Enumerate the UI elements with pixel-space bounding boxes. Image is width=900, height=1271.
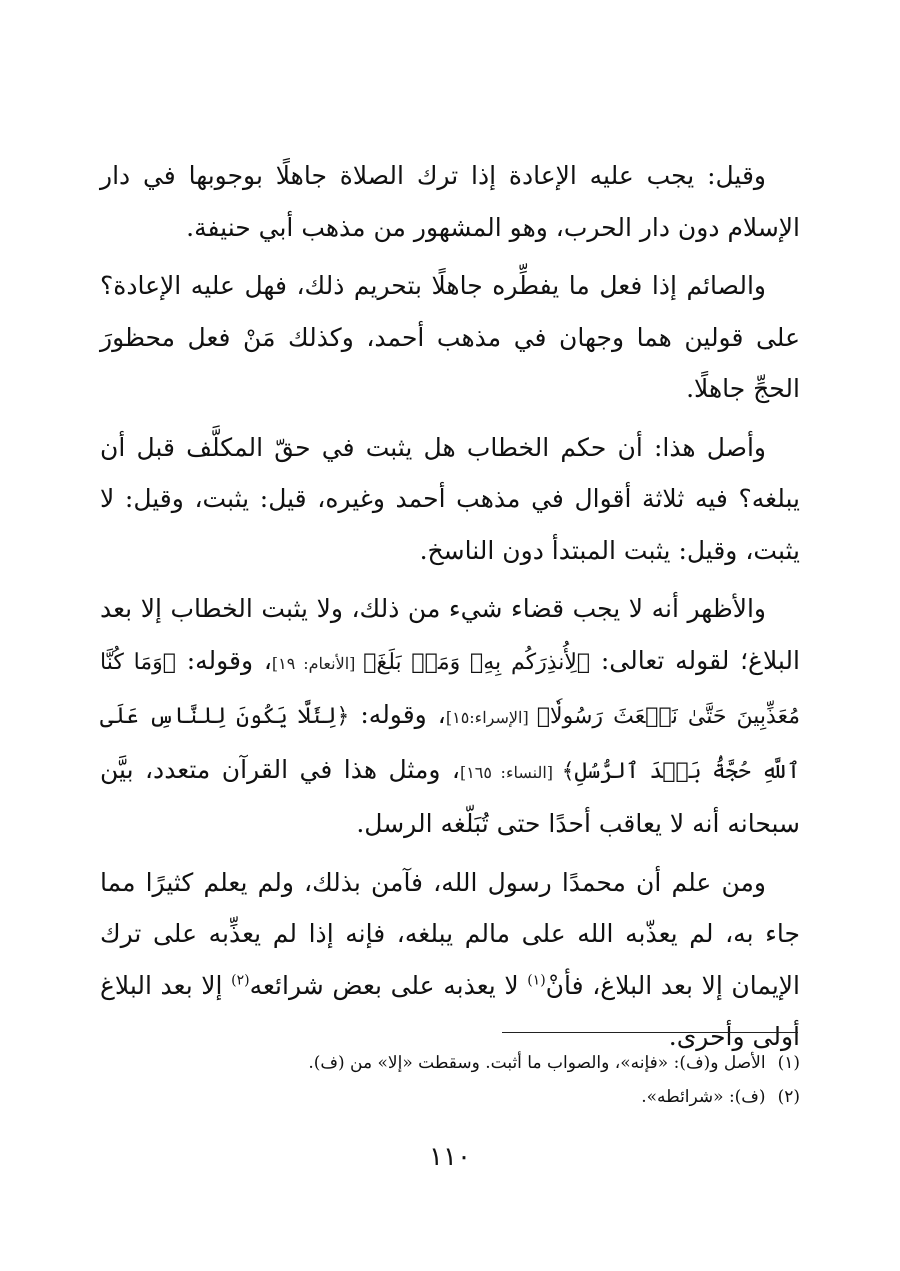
main-text <box>100 150 800 1070</box>
paragraph-text: ، وقوله: <box>175 645 272 675</box>
footnote-text: الأصل و(ف): «فإنه»، والصواب ما أثبت. وسقطت «إلا» من (ف). <box>308 1053 766 1073</box>
footnote-2 <box>100 1080 800 1114</box>
verse-reference: [الإسراء:١٥] <box>445 708 537 727</box>
footnote-divider <box>502 1032 798 1033</box>
paragraph-text: وقيل: يجب عليه الإعادة إذا ترك الصلاة جاهلًا بوجوبها في دار الإسلام دون دار الحرب، وهو المشهور من مذهب أبي حنيفة. <box>100 161 800 242</box>
footnote-number: (٢) <box>777 1087 800 1107</box>
footnote-marker[interactable]: (١) <box>527 972 546 989</box>
paragraph-text: والأظهر أنه لا يجب قضاء شيء من ذلك، ولا يثبت الخطاب إلا بعد البلاغ؛ لقوله تعالى: <box>100 594 800 675</box>
paragraph-text: لا يعذبه على بعض شرائعه <box>249 970 528 1000</box>
footnote-1 <box>100 1046 800 1080</box>
quran-verse: ﴿لِأُنذِرَكُم بِهِۦ وَمَنۢ بَلَغَ﴾ <box>363 649 591 675</box>
footnote-number: (١) <box>777 1053 800 1073</box>
paragraph-1 <box>100 150 800 253</box>
paragraph-text: وأصل هذا: أن حكم الخطاب هل يثبت في حقّ المكلَّف قبل أن يبلغه؟ فيه ثلاثة أقوال في مذهب أحمد وغيره، قيل: يثبت، وقيل: لا يثبت، وقيل: يثبت المبتدأ دون الناسخ. <box>100 432 800 565</box>
paragraph-text: ، وقوله: <box>349 700 446 729</box>
paragraph-text: إلا بعد البلاغ أولى وأحرى. <box>100 970 800 1051</box>
quran-verse: ﴿وَمَا كُنَّا مُعَذِّبِينَ حَتَّىٰ نَبۡعَثَ رَسُولٗا﴾ <box>100 649 800 729</box>
footnotes <box>100 1046 800 1114</box>
footnote-marker[interactable]: (٢) <box>231 972 250 989</box>
verse-reference: [الأنعام: ١٩] <box>271 653 364 673</box>
quran-verse: ﴿لِئَلَّا يَكُونَ لِلنَّاسِ عَلَى ٱللَّهِ حُجَّةُۢ بَعۡدَ ٱلرُّسُلِ﴾ <box>100 704 800 784</box>
paragraph-text: ومن علم أن محمدًا رسول الله، فآمن بذلك، ولم يعلم كثيرًا مما جاء به، لم يعذّبه الله على مالم يبلغه، فإنه إذا لم يعذِّبه على ترك الإيمان إلا بعد البلاغ، فأنْ <box>100 867 800 1000</box>
paragraph-text: ، ومثل هذا في القرآن متعدد، بيَّن سبحانه أنه لا يعاقب أحدًا حتى تُبَلّغه الرسل. <box>100 754 800 838</box>
verse-reference: [النساء: ١٦٥] <box>459 762 562 782</box>
paragraph-text: والصائم إذا فعل ما يفطِّره جاهلًا بتحريم ذلك، فهل عليه الإعادة؟ على قولين هما وجهان في مذهب أحمد، وكذلك مَنْ فعل محظورَ الحجِّ جاهلًا. <box>100 271 800 403</box>
paragraph-2 <box>100 260 800 415</box>
page-number: ١١٠ <box>429 1142 471 1172</box>
paragraph-3 <box>100 422 800 577</box>
paragraph-4 <box>100 583 800 850</box>
footnote-text: (ف): «شرائطه». <box>641 1087 766 1107</box>
